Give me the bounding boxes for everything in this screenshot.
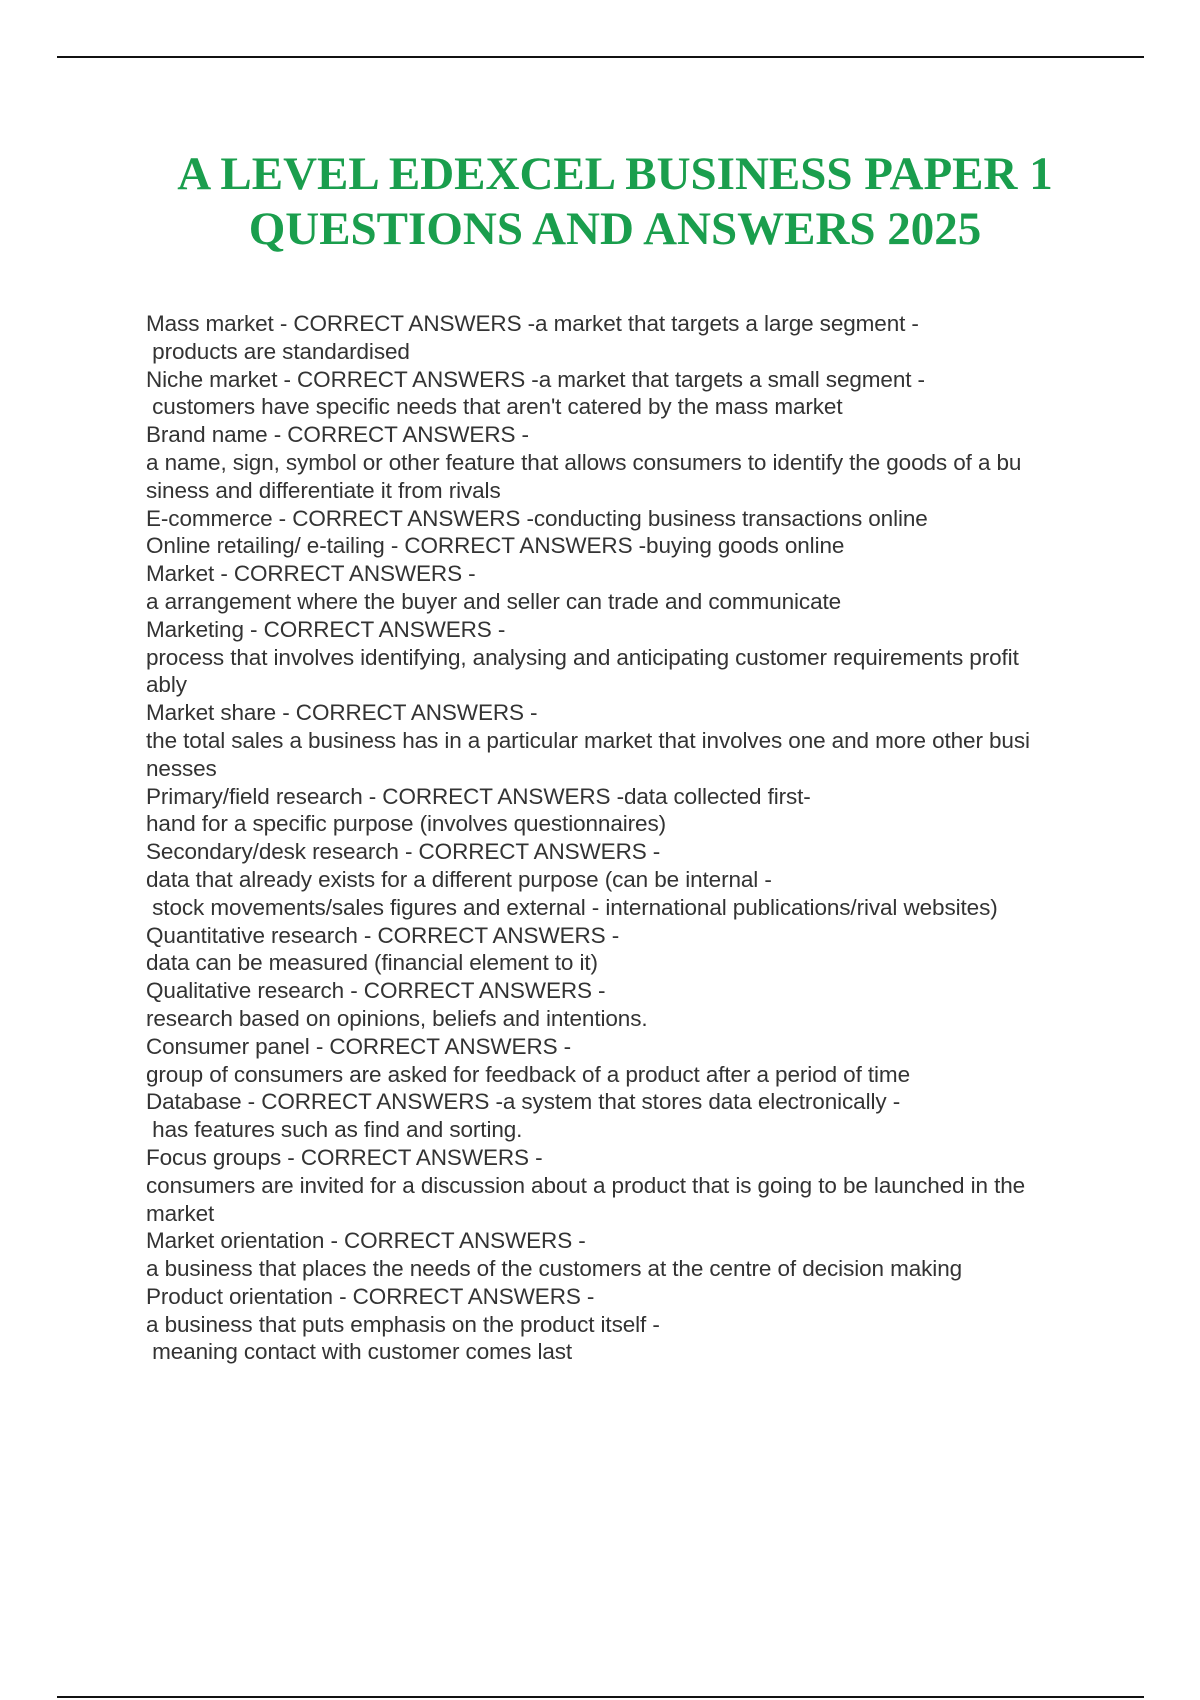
body-line: data that already exists for a different purpose (can be internal - [146,866,772,892]
body-line: siness and differentiate it from rivals [146,477,501,503]
body-line: data can be measured (financial element to it) [146,950,598,976]
body-line: a name, sign, symbol or other feature that allows consumers to identify the goods of a bu [146,449,1022,475]
body-line: Brand name - CORRECT ANSWERS - [146,422,529,448]
body-line: customers have specific needs that aren't catered by the mass market [146,394,843,420]
body-line: process that involves identifying, analysing and anticipating customer requirements profit [146,644,1019,670]
body-line: meaning contact with customer comes last [146,1339,573,1365]
body-line: Mass market - CORRECT ANSWERS -a market that targets a large segment - [146,311,919,336]
top-rule [57,56,1144,58]
body-line: hand for a specific purpose (involves questionnaires) [146,811,666,837]
body-line: Secondary/desk research - CORRECT ANSWERS - [146,839,661,865]
body-line: a business that places the needs of the customers at the centre of decision making [146,1256,963,1282]
title-line-1: A LEVEL EDEXCEL BUSINESS PAPER 1 [177,148,1053,200]
body-line: E-commerce - CORRECT ANSWERS -conducting business transactions online [146,505,928,531]
body-line: Product orientation - CORRECT ANSWERS - [146,1283,595,1309]
body-line: nesses [146,755,217,781]
body-line: group of consumers are asked for feedback of a product after a period of time [146,1061,910,1087]
document-title [0,147,1200,257]
body-line: a business that puts emphasis on the product itself - [146,1311,660,1337]
body-line: Qualitative research - CORRECT ANSWERS - [146,978,606,1004]
body-line: Market - CORRECT ANSWERS - [146,561,476,587]
body-line: Quantitative research - CORRECT ANSWERS - [146,922,620,948]
body-line: Market orientation - CORRECT ANSWERS - [146,1228,586,1254]
document-body [146,310,1146,1366]
body-line: research based on opinions, beliefs and intentions. [146,1005,648,1031]
body-line: Consumer panel - CORRECT ANSWERS - [146,1033,572,1059]
body-line: ably [146,672,187,698]
body-line: Niche market - CORRECT ANSWERS -a market that targets a small segment - [146,366,925,392]
body-line: has features such as find and sorting. [146,1117,523,1143]
body-line: consumers are invited for a discussion about a product that is going to be launched in the [146,1172,1026,1198]
body-line: market [146,1200,215,1226]
body-line: Marketing - CORRECT ANSWERS - [146,616,506,642]
title-line-2: QUESTIONS AND ANSWERS 2025 [248,203,982,255]
body-line: products are standardised [146,338,410,364]
body-line: Market share - CORRECT ANSWERS - [146,700,538,726]
body-line: Database - CORRECT ANSWERS -a system that stores data electronically - [146,1089,901,1115]
body-line: Primary/field research - CORRECT ANSWERS -data collected first- [146,783,811,809]
body-line: stock movements/sales figures and external - international publications/rival websites) [146,894,998,920]
body-line: the total sales a business has in a particular market that involves one and more other busi [146,727,1030,753]
bottom-rule [57,1696,1144,1698]
body-line: a arrangement where the buyer and seller can trade and communicate [146,588,842,614]
body-line: Focus groups - CORRECT ANSWERS - [146,1144,543,1170]
body-line: Online retailing/ e-tailing - CORRECT ANSWERS -buying goods online [146,533,845,559]
